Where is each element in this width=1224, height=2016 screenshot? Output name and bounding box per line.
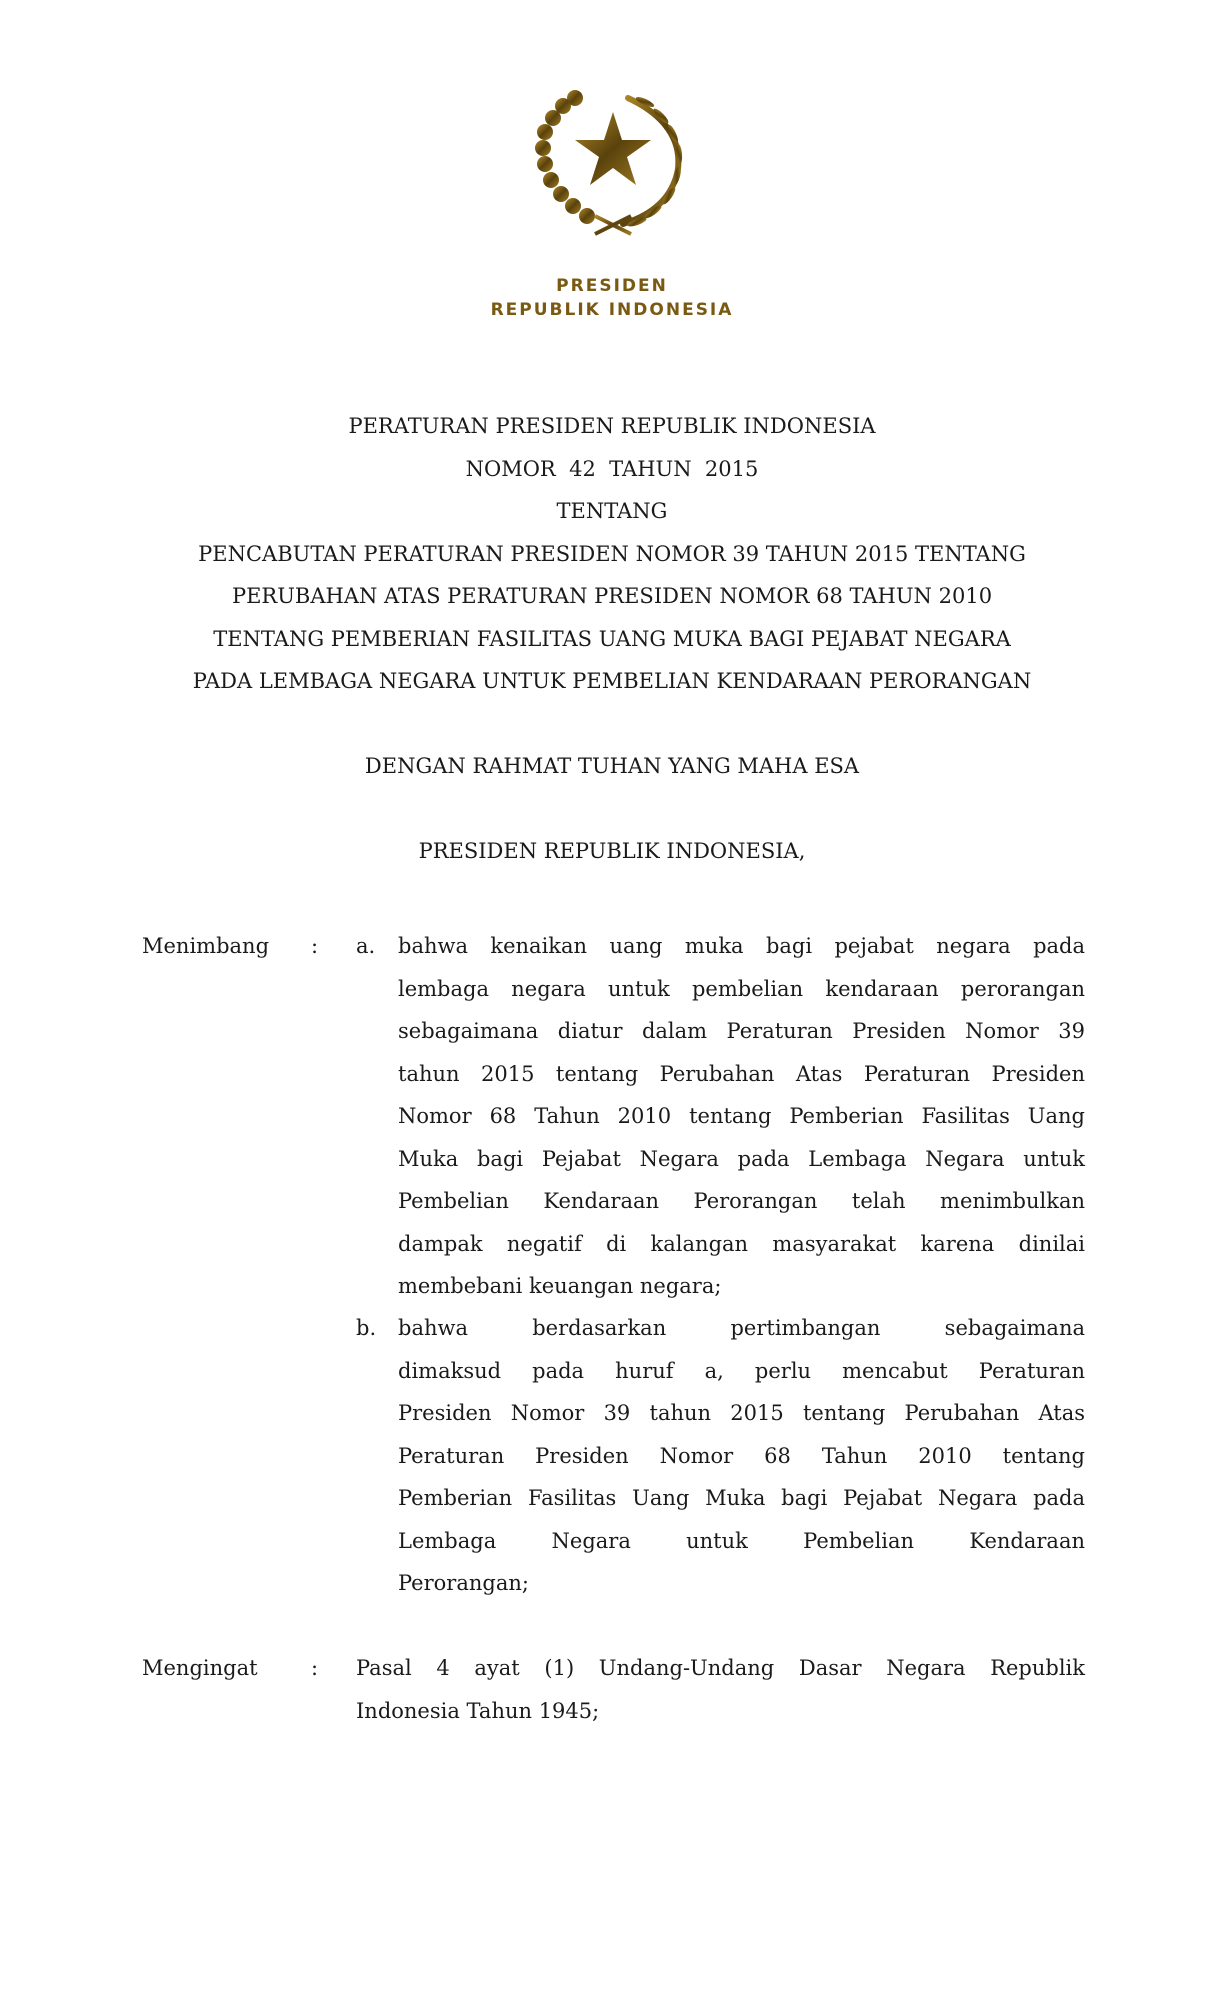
title-line: NOMOR 42 TAHUN 2015 [465,456,759,481]
text-line: bahwa kenaikan uang muka bagi pejabat negara pada [398,934,1085,958]
title-line: TENTANG [556,499,668,523]
mengingat-label: Mengingat [142,1656,258,1680]
text-line: Muka bagi Pejabat Negara pada Lembaga Negara untuk [398,1146,1085,1171]
title-line: PERATURAN PRESIDEN REPUBLIK INDONESIA [348,414,876,438]
text-line: lembaga negara untuk pembelian kendaraan perorangan [398,976,1085,1001]
president-heading: PRESIDEN REPUBLIK INDONESIA, [418,839,806,863]
text-line: Indonesia Tahun 1945; [356,1698,600,1723]
letterhead-republik-indonesia: REPUBLIK INDONESIA [490,300,734,320]
title-line: TENTANG PEMBERIAN FASILITAS UANG MUKA BAGI PEJABAT NEGARA [213,626,1011,651]
menimbang-colon: : [311,934,319,958]
text-line: Nomor 68 Tahun 2010 tentang Pemberian Fasilitas Uang [398,1104,1085,1128]
text-line: sebagaimana diatur dalam Peraturan Presiden Nomor 39 [398,1019,1085,1043]
item-a-marker: a. [356,934,376,958]
text-line: tahun 2015 tentang Perubahan Atas Peraturan Presiden [398,1061,1085,1086]
presidential-emblem-icon [533,84,695,240]
text-line: Pembelian Kendaraan Perorangan telah menimbulkan [398,1189,1085,1213]
text-line: Pemberian Fasilitas Uang Muka bagi Pejabat Negara pada [398,1486,1085,1510]
item-b-text [398,1307,1085,1605]
text-line: Presiden Nomor 39 tahun 2015 tentang Perubahan Atas [398,1401,1085,1425]
title-line: PADA LEMBAGA NEGARA UNTUK PEMBELIAN KENDARAAN PERORANGAN [192,669,1032,693]
invocation: DENGAN RAHMAT TUHAN YANG MAHA ESA [364,754,860,778]
text-line: Peraturan Presiden Nomor 68 Tahun 2010 tentang [398,1443,1085,1468]
item-b-marker: b. [356,1316,377,1340]
text-line: membebani keuangan negara; [398,1274,722,1298]
text-line: Pasal 4 ayat (1) Undang-Undang Dasar Negara Republik [356,1656,1085,1680]
text-line: bahwa berdasarkan pertimbangan sebagaimana [398,1316,1085,1340]
menimbang-label: Menimbang [142,934,270,958]
text-line: Perorangan; [398,1571,529,1595]
title-line: PENCABUTAN PERATURAN PRESIDEN NOMOR 39 TAHUN 2015 TENTANG [198,541,1026,566]
mengingat-colon: : [311,1656,319,1680]
text-line: dimaksud pada huruf a, perlu mencabut Peraturan [398,1358,1085,1383]
item-a-text [398,925,1085,1308]
letterhead-presiden: PRESIDEN [556,276,668,296]
text-line: dampak negatif di kalangan masyarakat karena dinilai [398,1231,1085,1256]
document-title [0,405,1224,703]
title-line: PERUBAHAN ATAS PERATURAN PRESIDEN NOMOR 68 TAHUN 2010 [231,584,993,608]
text-line: Lembaga Negara untuk Pembelian Kendaraan [398,1528,1085,1553]
mengingat-text [356,1647,1085,1732]
